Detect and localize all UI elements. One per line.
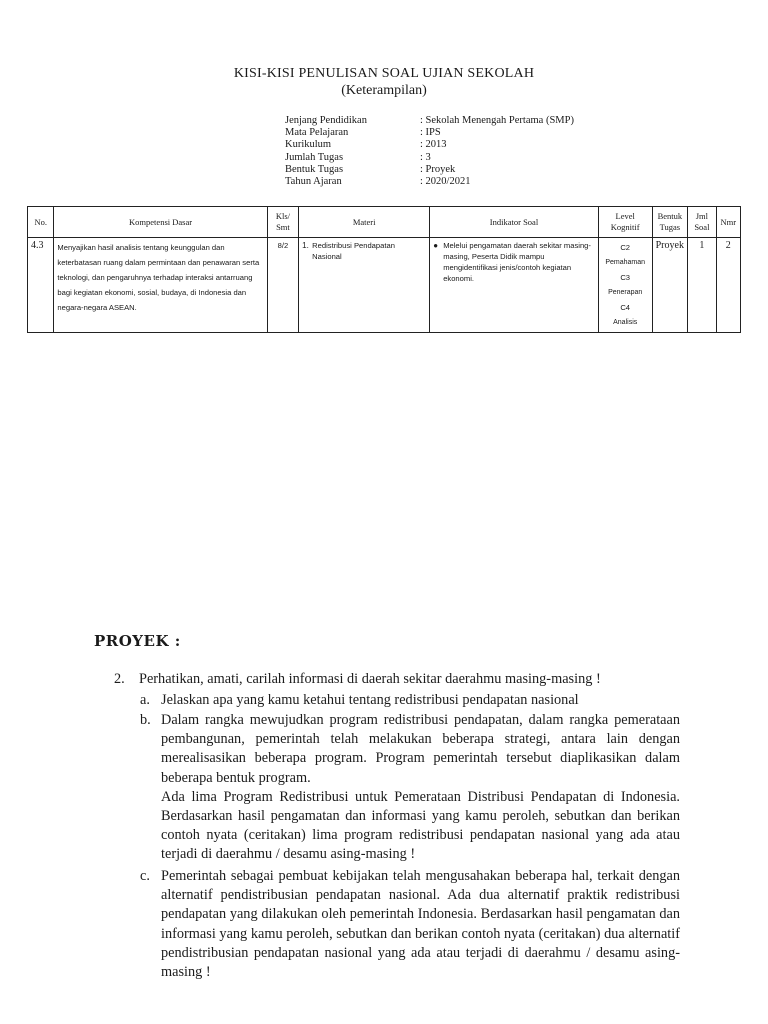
cell-level-kognitif [598,238,652,333]
meta-row-jumlah-tugas [285,152,574,164]
meta-row-mapel [285,127,574,139]
sub-question-letter: c. [140,868,150,884]
meta-label: Mata Pelajaran [285,127,349,139]
sub-question-letter: b. [140,712,151,728]
meta-label: Bentuk Tugas [285,163,344,175]
cell-jml-soal: 1 [688,238,716,333]
meta-label: Tahun Ajaran [285,176,342,188]
materi-number: 1. [302,241,309,250]
question-number: 2. [114,671,125,687]
sub-question-text-continued: Ada lima Program Redistribusi untuk Pemerataan Distribusi Pendapatan di Indonesia. Berdasarkan hasil pengamatan dan informasi yang kamu peroleh, sebutkan dan berikan contoh nyata (ceritakan) lima program redistribusi pendapatan nasional yang ada atau terjadi di daerahmu / desamu asing-masing ! [161,788,680,863]
cell-nmr: 2 [716,238,740,333]
cell-kls-smt: 8/2 [267,238,298,333]
header-kompetensi-dasar: Kompetensi Dasar [54,207,267,238]
header-kls-smt: Kls/ Smt [267,207,298,238]
meta-row-jenjang [285,115,574,127]
materi-item [302,240,426,262]
level-c4: C4 [620,303,631,312]
meta-row-bentuk-tugas [285,164,574,176]
meta-label: Jenjang Pendidikan [285,115,367,126]
header-no: No. [28,207,54,238]
header-bentuk-tugas: Bentuk Tugas [652,207,688,238]
document-subtitle: (Keterampilan) [341,83,427,98]
header-nmr: Nmr [716,207,740,238]
meta-value: : 2013 [420,139,447,151]
level-c2-desc: Pemahaman [605,259,646,266]
header-level-kognitif: Level Kognitif [598,207,652,238]
sub-question-c [140,867,680,982]
sub-question-letter: a. [140,692,150,708]
sub-question-a [140,691,680,710]
indikator-text: Melelui pengamatan daerah sekitar masing-masing, Peserta Didik mampu mengidentifikasi jenis/contoh kegiatan ekonomi. [443,241,591,283]
level-c3: C3 [620,273,631,282]
cell-indikator-soal [430,238,599,333]
sub-question-text: Dalam rangka mewujudkan program redistribusi pendapatan, dalam rangka pemerataan pembangunan, pemerintah telah melakukan beberapa strategi, antara lain dengan merealisasikan beberapa program. Program pemerintah tersebut diaplikasikan dalam beberapa bentuk program. [161,712,680,786]
meta-value: : 3 [420,151,431,163]
indikator-item [433,240,595,284]
header-jml-soal: Jml Soal [688,207,716,238]
materi-text: Redistribusi Pendapatan Nasional [312,241,395,261]
meta-value: : Sekolah Menengah Pertama (SMP) [420,115,574,126]
table-row [28,238,741,333]
question-text: Perhatikan, amati, carilah informasi di daerah sekitar daerahmu masing-masing ! [139,671,601,687]
meta-row-tahun-ajaran [285,176,574,188]
meta-value: : 2020/2021 [420,176,471,188]
table-header-row [28,207,741,238]
meta-label: Kurikulum [285,139,332,151]
sub-question-b [140,711,680,865]
header-indikator-soal: Indikator Soal [430,207,599,238]
level-c2: C2 [620,243,631,252]
meta-row-kurikulum [285,139,574,151]
meta-label: Jumlah Tugas [285,151,344,163]
bullet-icon: ● [433,241,439,250]
document-meta [285,115,574,188]
level-c3-desc: Penerapan [608,289,643,296]
header-materi: Materi [299,207,430,238]
meta-value: : IPS [420,127,441,139]
cell-no: 4.3 [28,238,54,333]
level-c4-desc: Analisis [613,319,638,326]
kisi-table [27,206,741,333]
cell-kompetensi-dasar: Menyajikan hasil analisis tentang keunggulan dan keterbatasan ruang dalam permintaan dan penawaran serta teknologi, dan pengaruhnya terhadap interaksi antarruang bagi kegiatan ekonomi, sosial, budaya, di Indonesia dan negara-negara ASEAN. [54,238,267,333]
meta-value: : Proyek [420,163,456,175]
sub-question-text: Jelaskan apa yang kamu ketahui tentang redistribusi pendapatan nasional [161,692,579,708]
cell-bentuk-tugas: Proyek [652,238,688,333]
proyek-section [0,620,768,1024]
cell-materi [299,238,430,333]
proyek-heading: PROYEK : [94,632,181,650]
sub-question-text: Pemerintah sebagai pembuat kebijakan telah mengusahakan beberapa hal, terkait dengan alternatif pendistribusian pendapatan nasional. Ada dua alternatif praktik redistribusi pendapatan yang dilakukan oleh pemerintah Indonesia. Berdasarkan hasil pengamatan dan informasi yang kamu peroleh, sebutkan dan berikan contoh nyata (ceritakan) dua alternatif pendistribusian pendapatan nasional yang ada atau terjadi di daerahmu / desamu asing-masing ! [161,868,680,981]
document-title: KISI-KISI PENULISAN SOAL UJIAN SEKOLAH [233,66,535,81]
